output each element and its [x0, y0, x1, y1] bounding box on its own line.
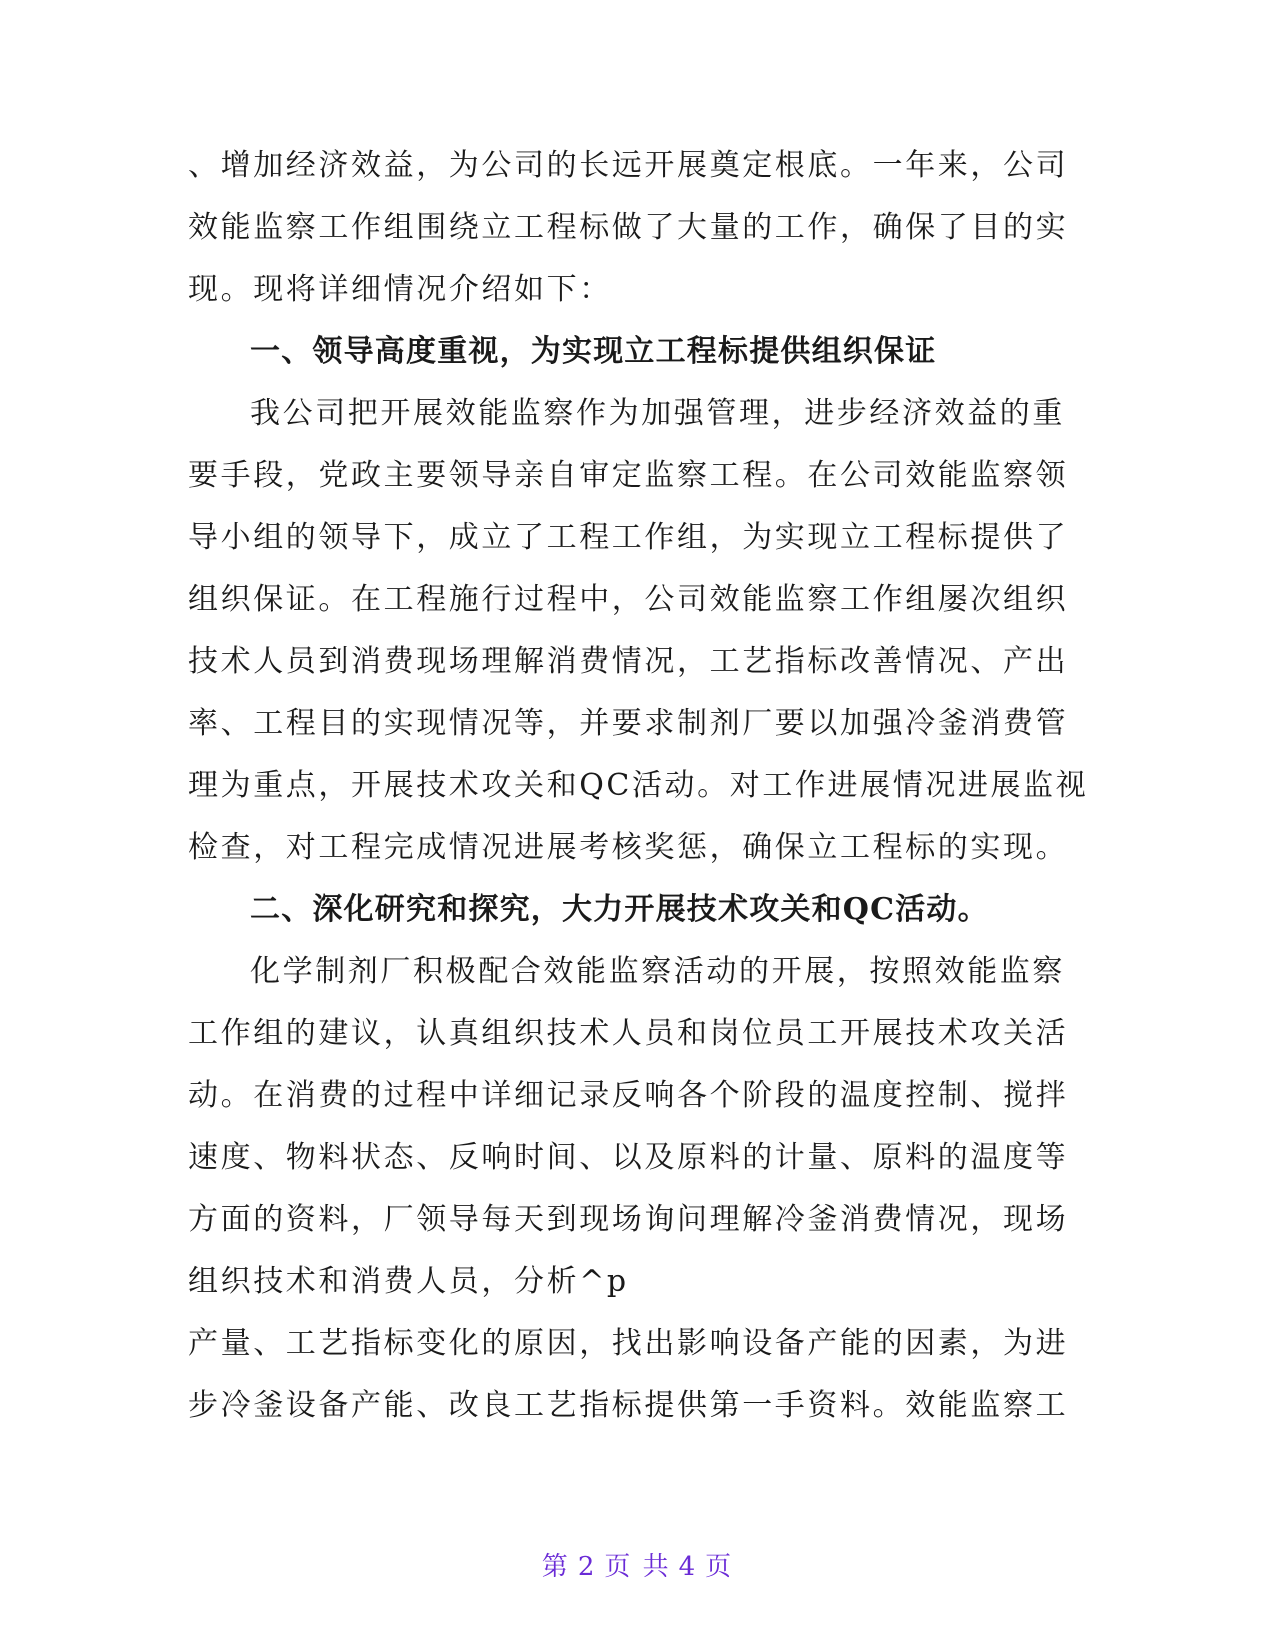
body-line: 、增加经济效益，为公司的长远开展奠定根底。一年来，公司: [188, 148, 1069, 183]
page-footer: [0, 1550, 1275, 1584]
body-line: 速度、物料状态、反响时间、以及原料的计量、原料的温度等: [188, 1140, 1069, 1175]
footer-total-pages: 4: [678, 1552, 698, 1582]
footer-page-number: 2: [577, 1552, 597, 1582]
body-line: 现。现将详细情况介绍如下：: [188, 272, 612, 307]
body-line: 步冷釜设备产能、改良工艺指标提供第一手资料。效能监察工: [188, 1388, 1069, 1423]
section-heading-2: 二、深化研究和探究，大力开展技术攻关和QC活动。: [250, 892, 989, 927]
footer-middle: 页 共: [604, 1552, 671, 1582]
paragraph-first-line: 化学制剂厂积极配合效能监察活动的开展，按照效能监察: [250, 954, 1065, 989]
body-line: 产量、工艺指标变化的原因，找出影响设备产能的因素，为进: [188, 1326, 1069, 1361]
section-heading-1: 一、领导高度重视，为实现立工程标提供组织保证: [250, 334, 937, 369]
footer-prefix: 第: [541, 1552, 570, 1582]
body-line: 要手段，党政主要领导亲自审定监察工程。在公司效能监察领: [188, 458, 1069, 493]
body-line: 理为重点，开展技术攻关和QC活动。对工作进展情况进展监视: [188, 768, 1089, 803]
body-line: 组织技术和消费人员，分析^p: [188, 1264, 629, 1299]
footer-suffix: 页: [705, 1552, 734, 1582]
body-line: 导小组的领导下，成立了工程工作组，为实现立工程标提供了: [188, 520, 1069, 555]
body-line: 技术人员到消费现场理解消费情况，工艺指标改善情况、产出: [188, 644, 1069, 679]
paragraph-first-line: 我公司把开展效能监察作为加强管理，进步经济效益的重: [250, 396, 1065, 431]
body-line: 效能监察工作组围绕立工程标做了大量的工作，确保了目的实: [188, 210, 1069, 245]
body-line: 检查，对工程完成情况进展考核奖惩，确保立工程标的实现。: [188, 830, 1069, 865]
body-line: 方面的资料，厂领导每天到现场询问理解冷釜消费情况，现场: [188, 1202, 1069, 1237]
body-line: 率、工程目的实现情况等，并要求制剂厂要以加强冷釜消费管: [188, 706, 1069, 741]
body-line: 工作组的建议，认真组织技术人员和岗位员工开展技术攻关活: [188, 1016, 1069, 1051]
body-line: 组织保证。在工程施行过程中，公司效能监察工作组屡次组织: [188, 582, 1069, 617]
body-line: 动。在消费的过程中详细记录反响各个阶段的温度控制、搅拌: [188, 1078, 1069, 1113]
